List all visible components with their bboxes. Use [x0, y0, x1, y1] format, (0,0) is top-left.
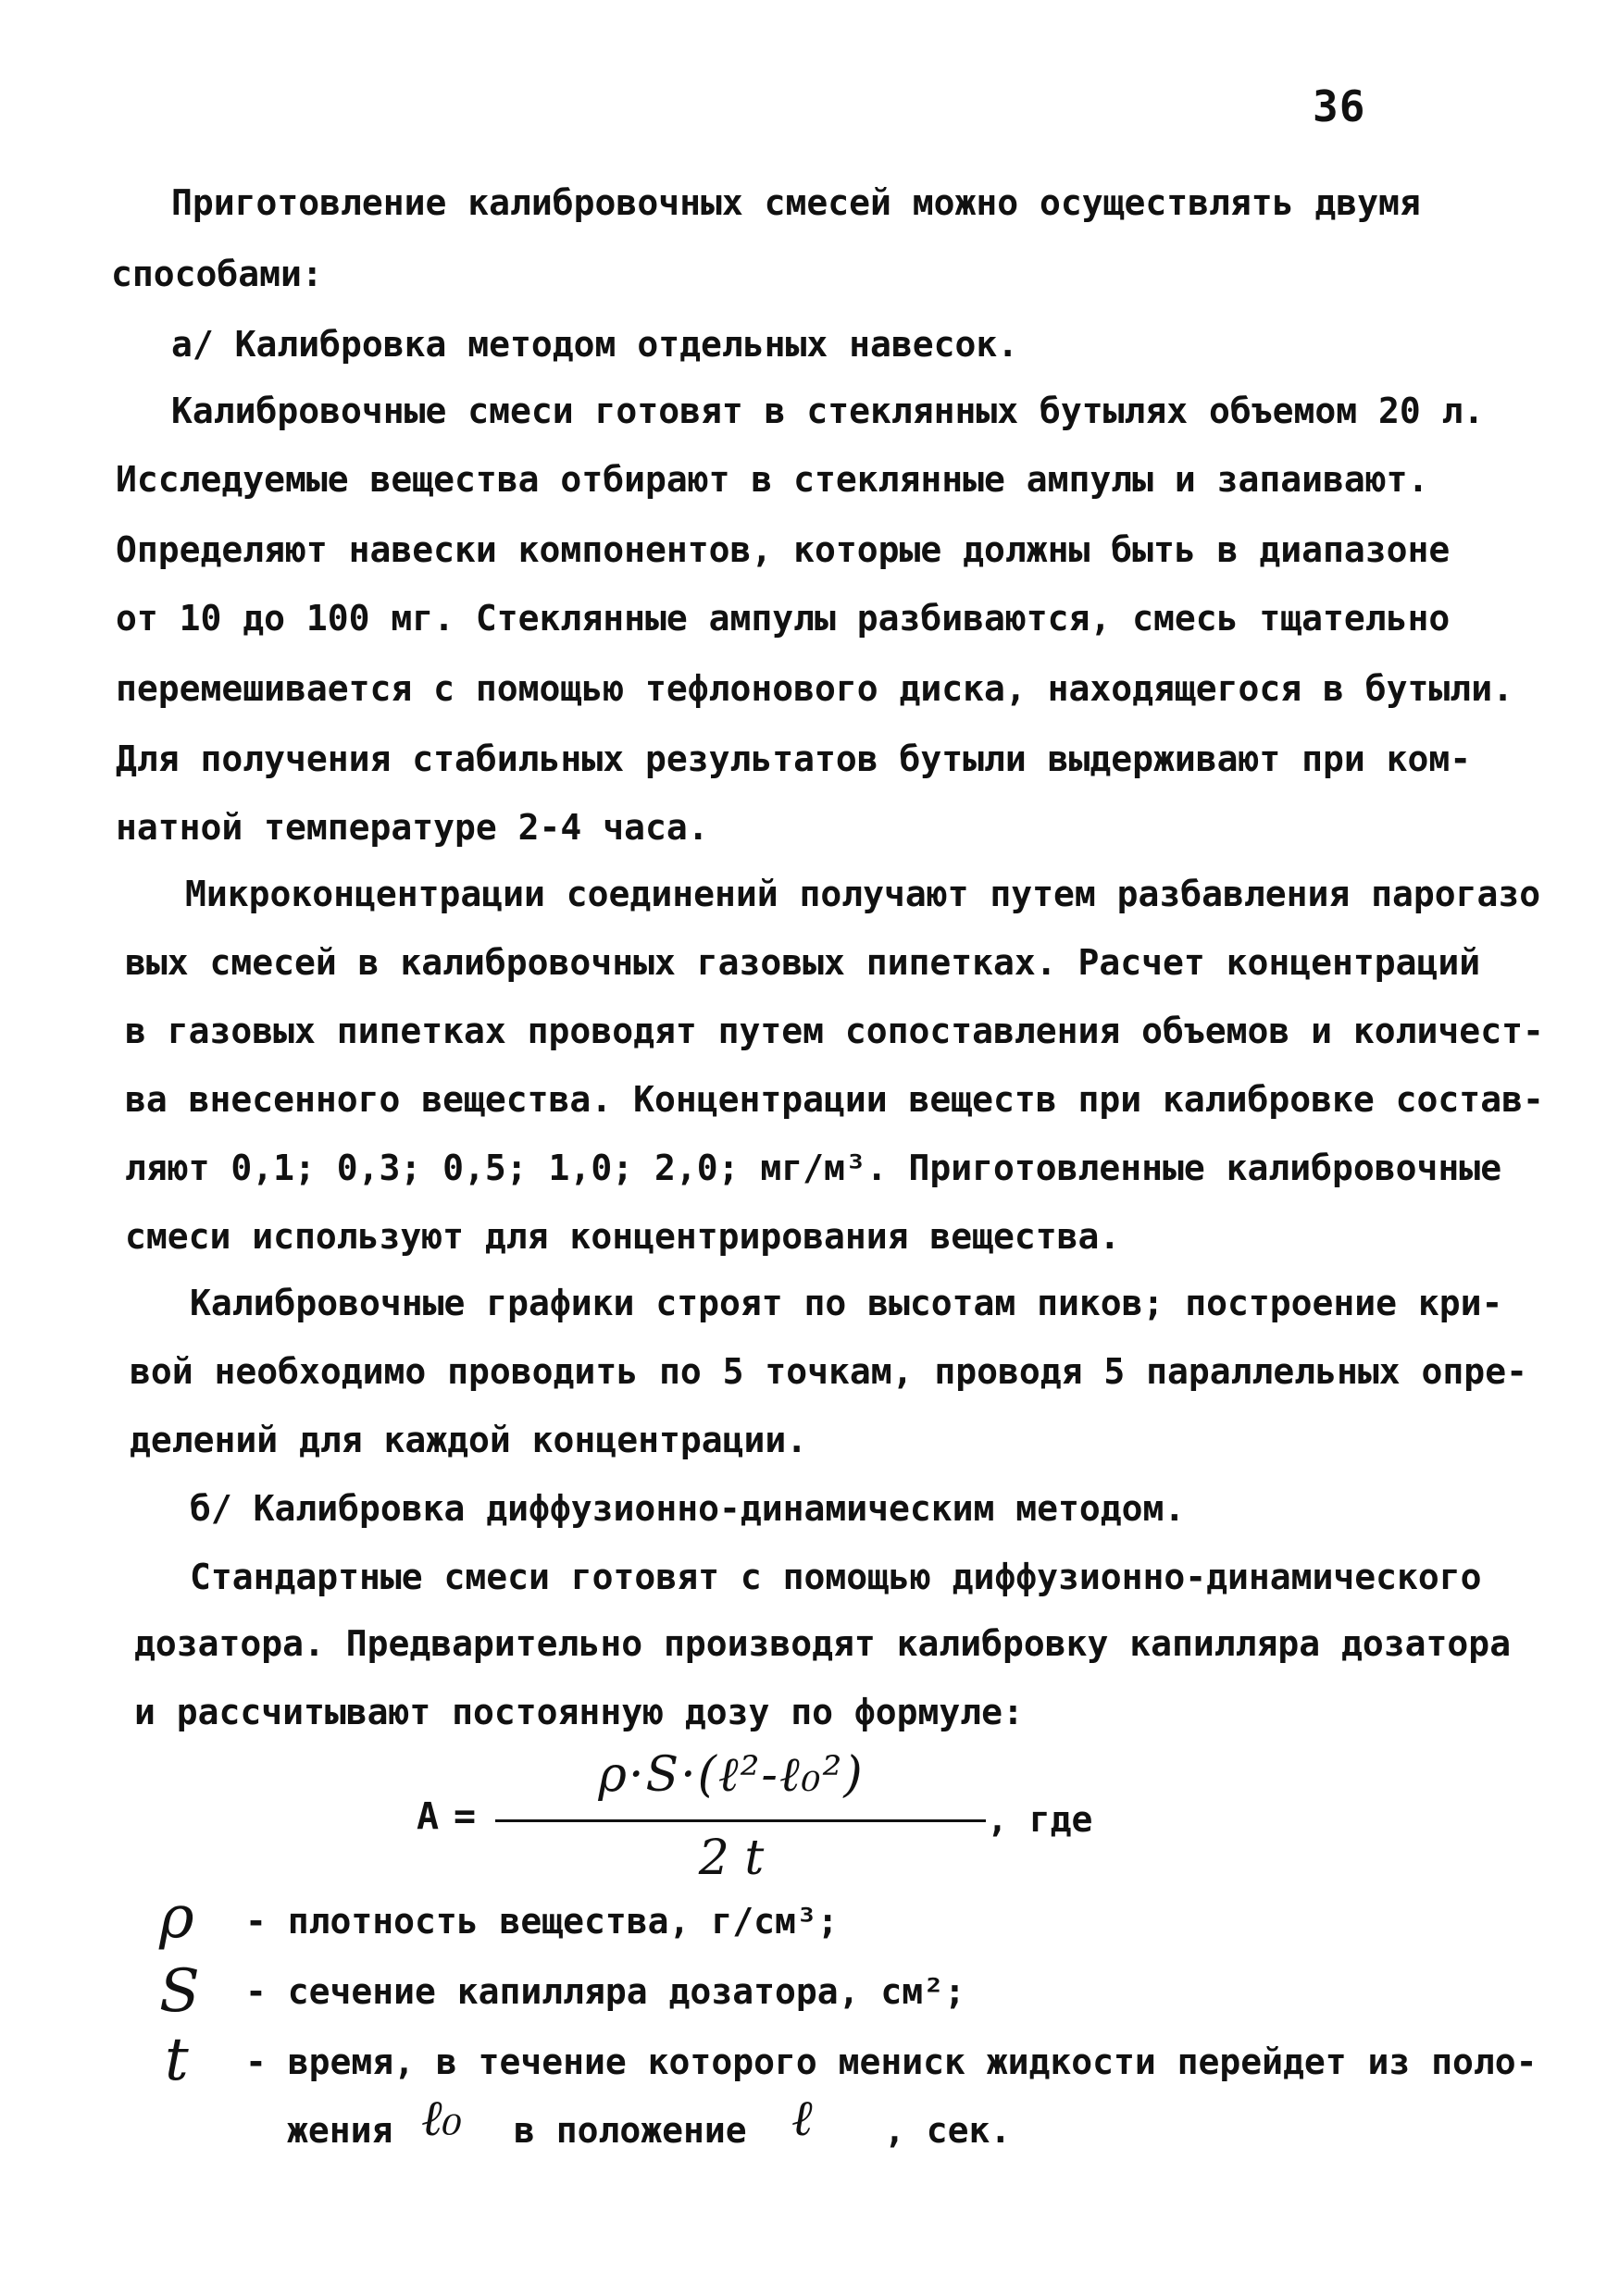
text-line: способами: — [111, 254, 323, 294]
text-line: от 10 до 100 мг. Стеклянные ампулы разбиваются, смесь тщательно — [116, 598, 1451, 639]
definition-symbol: S — [159, 1957, 200, 2026]
formula-lhs: А — [417, 1795, 440, 1838]
text-line: натной температуре 2-4 часа. — [116, 807, 709, 848]
fraction-bar — [495, 1819, 986, 1822]
text-line: жения — [287, 2110, 393, 2151]
text-line: в положение — [514, 2110, 747, 2151]
text-line: вой необходимо проводить по 5 точкам, проводя 5 параллельных опре- — [130, 1351, 1527, 1392]
text-line: Для получения стабильных результатов бутыли выдерживают при ком- — [116, 738, 1472, 779]
text-line: дозатора. Предварительно производят калибровку капилляра дозатора — [134, 1623, 1512, 1664]
text-line: перемешивается с помощью тефлонового диска, находящегося в бутыли. — [116, 668, 1513, 709]
section-heading: б/ Калибровка диффузионно-динамическим методом. — [190, 1488, 1186, 1529]
text-line: смеси используют для концентрирования вещества. — [125, 1216, 1121, 1257]
text-line: делений для каждой концентрации. — [130, 1420, 808, 1460]
definition-text: - плотность вещества, г/см³; — [245, 1901, 839, 1942]
formula-equals: = — [454, 1795, 477, 1838]
formula-numerator: ρ·S·(ℓ²-ℓ₀²) — [598, 1747, 865, 1803]
definition-text: - время, в течение которого мениск жидкости перейдет из поло- — [245, 2042, 1538, 2082]
formula-tail: , где — [987, 1799, 1093, 1840]
definition-symbol: t — [165, 2026, 189, 2094]
section-heading: а/ Калибровка методом отдельных навесок. — [171, 324, 1019, 365]
text-line: , сек. — [884, 2110, 1012, 2151]
text-line: Определяют навески компонентов, которые должны быть в диапазоне — [116, 529, 1451, 570]
text-line: и рассчитывают постоянную дозу по формуле: — [134, 1692, 1024, 1732]
text-line: Исследуемые вещества отбирают в стеклянные ампулы и запаивают. — [116, 459, 1429, 500]
symbol-l0: ℓ₀ — [421, 2089, 463, 2147]
text-line: ва внесенного вещества. Концентрации веществ при калибровке состав- — [125, 1079, 1544, 1120]
formula-denominator: 2 t — [698, 1831, 765, 1886]
definition-symbol: ρ — [159, 1883, 194, 1952]
text-line: ляют 0,1; 0,3; 0,5; 1,0; 2,0; мг/м³. Приготовленные калибровочные — [125, 1148, 1502, 1188]
text-line: Приготовление калибровочных смесей можно осуществлять двумя — [171, 182, 1421, 223]
text-line: Калибровочные смеси готовят в стеклянных бутылях объемом 20 л. — [171, 391, 1485, 431]
text-line: Микроконцентрации соединений получают путем разбавления парогазо — [185, 874, 1541, 914]
definition-text: - сечение капилляра дозатора, см²; — [245, 1971, 965, 2012]
text-line: вых смесей в калибровочных газовых пипетках. Расчет концентраций — [125, 942, 1481, 983]
text-line: в газовых пипетках проводят путем сопоставления объемов и количест- — [125, 1011, 1544, 1051]
page-number: 36 — [1313, 81, 1366, 131]
symbol-l: ℓ — [791, 2089, 813, 2147]
text-line: Калибровочные графики строят по высотам пиков; построение кри- — [190, 1283, 1503, 1323]
text-line: Стандартные смеси готовят с помощью диффузионно-динамического — [190, 1557, 1482, 1597]
